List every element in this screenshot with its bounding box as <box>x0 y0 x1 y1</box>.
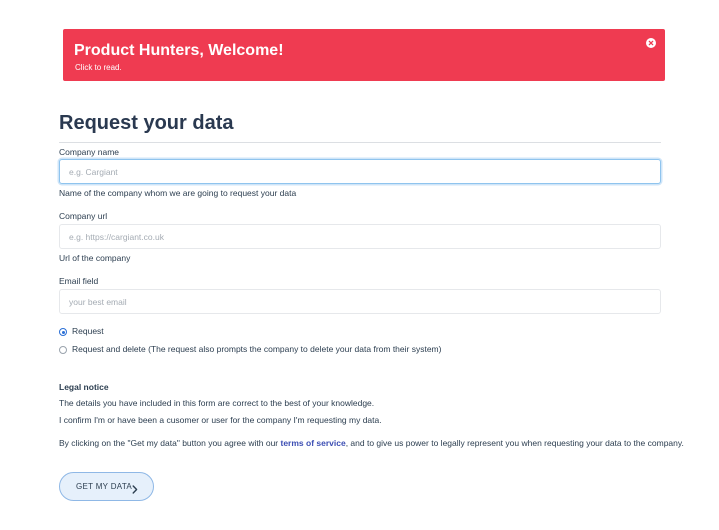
company-name-help: Name of the company whom we are going to request your data <box>59 188 297 198</box>
close-icon[interactable] <box>646 38 656 48</box>
radio-button-request-and-delete[interactable] <box>59 346 67 354</box>
legal-line-1: The details you have included in this form are correct to the best of your knowledge. <box>59 398 375 408</box>
email-label: Email field <box>59 276 99 286</box>
legal-heading: Legal notice <box>59 382 109 392</box>
terms-of-service-link[interactable]: terms of service <box>280 438 346 448</box>
email-input[interactable] <box>59 289 661 314</box>
company-name-input[interactable] <box>59 159 661 184</box>
company-name-label: Company name <box>59 147 120 157</box>
company-url-input[interactable] <box>59 224 661 249</box>
legal-line-3-prefix: By clicking on the "Get my data" button you agree with our <box>59 438 281 448</box>
welcome-banner[interactable] <box>63 29 665 81</box>
get-my-data-button[interactable] <box>59 472 154 501</box>
chevron-right-icon <box>132 482 138 497</box>
page-title: Request your data <box>59 112 234 134</box>
title-divider <box>59 142 661 143</box>
banner-subtitle[interactable]: Click to read. <box>75 63 122 72</box>
company-url-label: Company url <box>59 211 108 221</box>
banner-title: Product Hunters, Welcome! <box>74 42 284 59</box>
radio-button-request[interactable] <box>59 328 67 336</box>
radio-label-request[interactable]: Request <box>72 326 104 336</box>
legal-line-3-suffix: , and to give us power to legally represent you when requesting your data to the company. <box>345 438 684 448</box>
radio-label-request-and-delete[interactable]: Request and delete (The request also prompts the company to delete your data from their system) <box>72 344 442 354</box>
legal-line-2: I confirm I'm or have been a cusomer or user for the company I'm requesting my data. <box>59 415 382 425</box>
company-url-help: Url of the company <box>59 253 131 263</box>
get-my-data-label: GET MY DATA <box>76 482 133 491</box>
legal-line-3 <box>59 438 684 448</box>
